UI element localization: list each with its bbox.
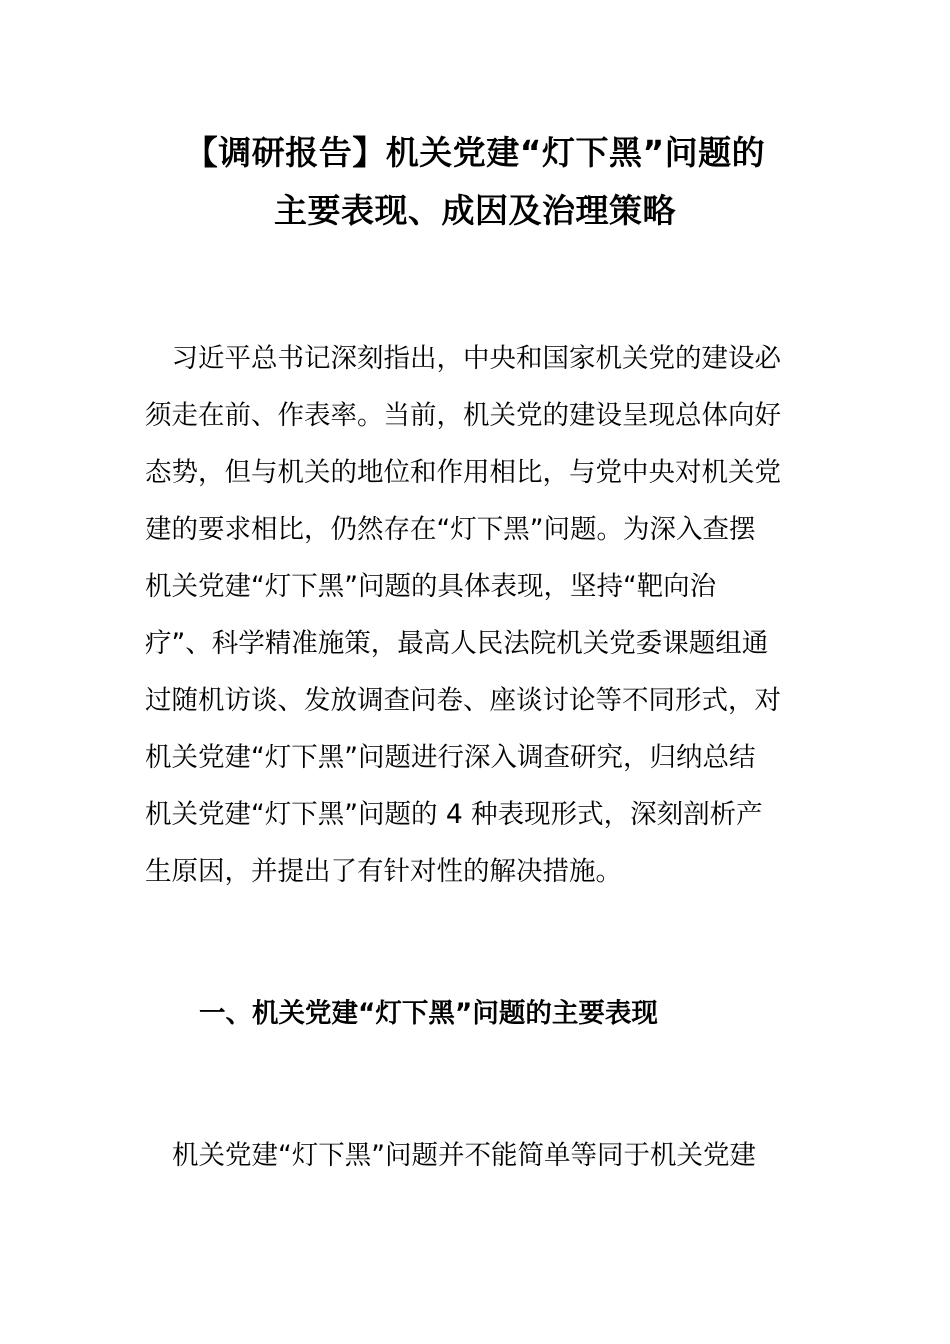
intro-paragraph-line-5: 机关党建“灯下黑”问题的具体表现，坚持“靶向治 <box>145 571 717 602</box>
document-title-line-2: 主要表现、成因及治理策略 <box>274 191 676 230</box>
intro-paragraph-line-10: 生原因，并提出了有针对性的解决措施。 <box>145 856 622 887</box>
intro-paragraph-line-1: 习近平总书记深刻指出，中央和国家机关党的建设必 <box>145 343 781 374</box>
section-heading: 一、机关党建“灯下黑”问题的主要表现 <box>199 998 658 1029</box>
intro-paragraph-line-8: 机关党建“灯下黑”问题进行深入调查研究，归纳总结 <box>145 742 756 773</box>
intro-paragraph-line-2: 须走在前、作表率。当前，机关党的建设呈现总体向好 <box>145 400 781 431</box>
intro-paragraph <box>145 330 825 900</box>
intro-paragraph-line-7: 过随机访谈、发放调查问卷、座谈讨论等不同形式，对 <box>145 685 781 716</box>
intro-paragraph-line-9: 机关党建“灯下黑”问题的 4 种表现形式，深刻剖析产 <box>145 799 763 830</box>
intro-paragraph-line-3: 态势，但与机关的地位和作用相比，与党中央对机关党 <box>145 457 781 488</box>
intro-paragraph-line-6: 疗”、科学精准施策，最高人民法院机关党委课题组通 <box>145 628 769 659</box>
section-paragraph-start: 机关党建“灯下黑”问题并不能简单等同于机关党建 <box>172 1140 756 1171</box>
intro-paragraph-line-4: 建的要求相比，仍然存在“灯下黑”问题。为深入查摆 <box>145 514 756 545</box>
document-title-line-1: 【调研报告】机关党建“灯下黑”问题的 <box>184 133 766 172</box>
